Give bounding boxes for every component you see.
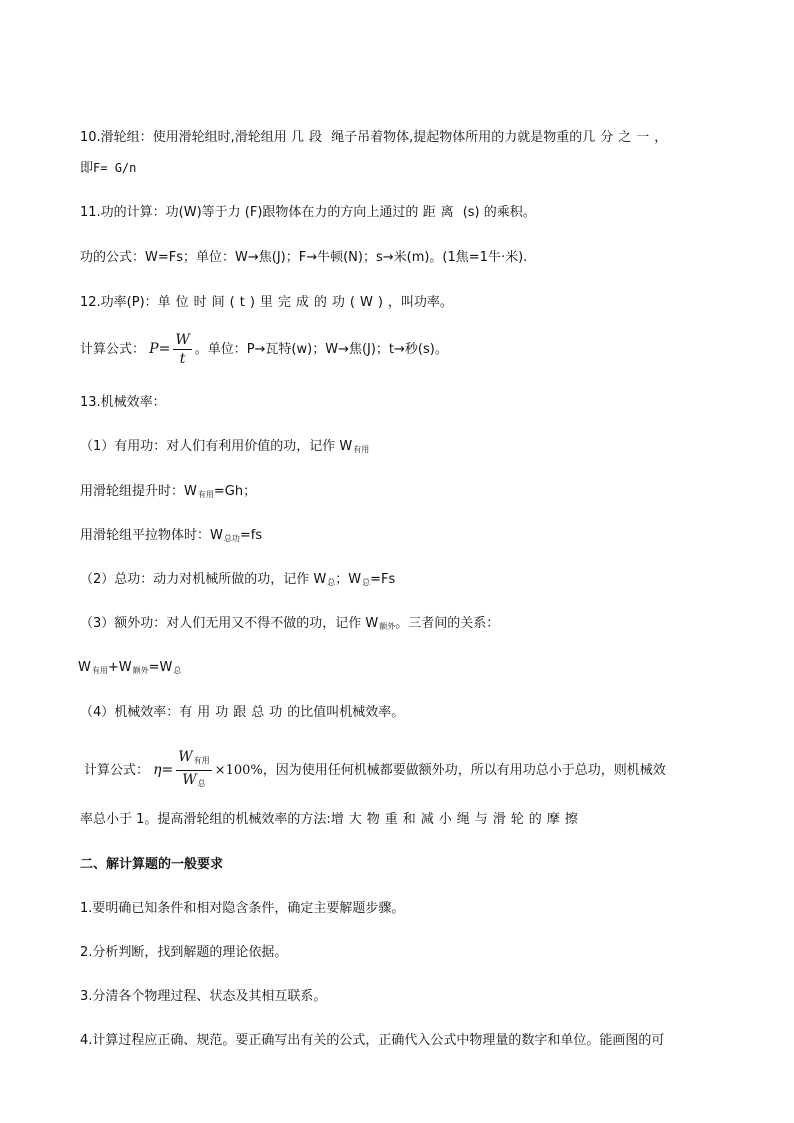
subscript: 总 — [362, 578, 371, 587]
extra-work — [80, 614, 499, 637]
math-symbol: η — [153, 762, 162, 778]
subscript: 有用 — [197, 490, 214, 499]
subscript: 总 — [173, 666, 182, 675]
text: 用滑轮组提升时：W — [80, 484, 197, 499]
text: 用滑轮组平拉物体时：W — [80, 528, 223, 543]
highlight-phrase: 几分之一 — [582, 130, 655, 145]
math-symbol: ×100% — [214, 763, 263, 778]
denominator: t — [179, 351, 186, 367]
text: ， — [654, 130, 668, 145]
math-symbol: = — [161, 762, 174, 778]
text: ，叫功率。 — [387, 295, 453, 310]
text: 的比值叫机械效率。 — [287, 705, 405, 720]
item-10-line1 — [80, 128, 667, 148]
item-13 — [80, 393, 166, 413]
text: （4）机械效率： — [80, 705, 180, 720]
text: 12.功率(P)： — [80, 295, 158, 310]
text: =fs — [239, 528, 263, 543]
section-heading: 13.机械效率： — [80, 395, 166, 410]
list-item-text: 1.要明确已知条件和相对隐含条件，确定主要解题步骤。 — [80, 901, 405, 916]
work-formula — [80, 248, 527, 268]
item-11 — [80, 203, 536, 223]
formula-text: F= G/n — [93, 161, 137, 175]
math-symbol: W — [178, 749, 193, 765]
numerator — [176, 748, 211, 771]
text: =W — [148, 660, 173, 675]
math-symbol: P — [149, 341, 159, 357]
highlight-phrase: 距离 — [422, 205, 459, 220]
text: W — [78, 660, 91, 675]
text: 10.滑轮组：使用滑轮组时,滑轮组用 — [80, 130, 291, 145]
text: （2）总功：动力对机械所做的功，记作 W — [80, 572, 327, 587]
text: 计算公式： — [84, 763, 150, 778]
useful-work — [80, 437, 369, 460]
list-item — [80, 943, 287, 963]
subscript: 额外 — [132, 666, 149, 675]
text: 功的公式：W=Fs；单位：W→焦(J)；F→牛顿(N)；s→米(m)。(1焦=1牛·米). — [80, 250, 528, 265]
text: 绳子吊着物体,提起物体所用的力就是物重的 — [326, 130, 583, 145]
text: 计算公式： — [80, 342, 146, 357]
list-item-text: 2.分析判断，找到解题的理论依据。 — [80, 945, 288, 960]
text: 11.功的计算：功(W)等于力 (F)跟物体在力的方向上通过的 — [80, 205, 423, 220]
power-formula — [80, 330, 448, 369]
text: 。三者间的关系： — [395, 616, 500, 631]
pulley-lift — [80, 482, 256, 505]
highlight-phrase: 有用功跟总功 — [179, 705, 288, 720]
subscript: 有用 — [91, 666, 108, 675]
pulley-pull — [80, 526, 262, 549]
list-item-text: 4.计算过程应正确、规范。要正确写出有关的公式，正确代入公式中物理量的数字和单位。能画图的可 — [80, 1033, 665, 1048]
fraction — [173, 331, 191, 368]
subscript: 有用 — [353, 445, 370, 454]
work-relation — [78, 658, 181, 681]
text: ；W — [335, 572, 362, 587]
section-2-title — [80, 855, 223, 875]
highlight-phrase: 增大物重和减小绳与滑轮的摩擦 — [330, 812, 583, 827]
total-work — [80, 570, 395, 593]
text: ，因为使用任何机械都要做额外功，所以有用功总小于总功，则机械效 — [262, 763, 666, 778]
list-item — [80, 899, 404, 919]
text: (s) 的乘积。 — [458, 205, 536, 220]
subscript: 总功 — [223, 534, 240, 543]
item-10-line2 — [80, 158, 136, 179]
text: （1）有用功：对人们有利用价值的功，记作 W — [80, 439, 353, 454]
numerator: W — [175, 332, 190, 348]
math-symbol: = — [158, 341, 171, 357]
text: 。单位：P→瓦特(w)；W→焦(J)；t→秒(s)。 — [194, 342, 448, 357]
list-item — [80, 1031, 664, 1051]
subscript: 有用 — [193, 756, 210, 765]
highlight-phrase: 单位时间(t)里完成的功(W) — [157, 295, 388, 310]
section-heading: 二、解计算题的一般要求 — [80, 857, 224, 872]
text: =Fs — [370, 572, 396, 587]
efficiency-formula — [84, 748, 666, 793]
text: =Gh； — [213, 484, 257, 499]
text: +W — [107, 660, 132, 675]
efficiency-formula-line2 — [80, 810, 583, 830]
text: （3）额外功：对人们无用又不得不做的功，记作 W — [80, 616, 379, 631]
denominator — [176, 771, 211, 793]
list-item — [80, 987, 326, 1007]
subscript: 总 — [197, 779, 206, 788]
fraction — [176, 748, 211, 793]
text: 即 — [80, 161, 94, 176]
list-item-text: 3.分清各个物理过程、状态及其相互联系。 — [80, 989, 327, 1004]
math-symbol: W — [182, 772, 197, 788]
subscript: 总 — [327, 578, 336, 587]
text: 率总小于 1。提高滑轮组的机械效率的方法: — [80, 812, 331, 827]
item-12 — [80, 293, 453, 313]
subscript: 额外 — [379, 622, 396, 631]
highlight-phrase: 几段 — [290, 130, 327, 145]
efficiency-definition — [80, 703, 404, 723]
